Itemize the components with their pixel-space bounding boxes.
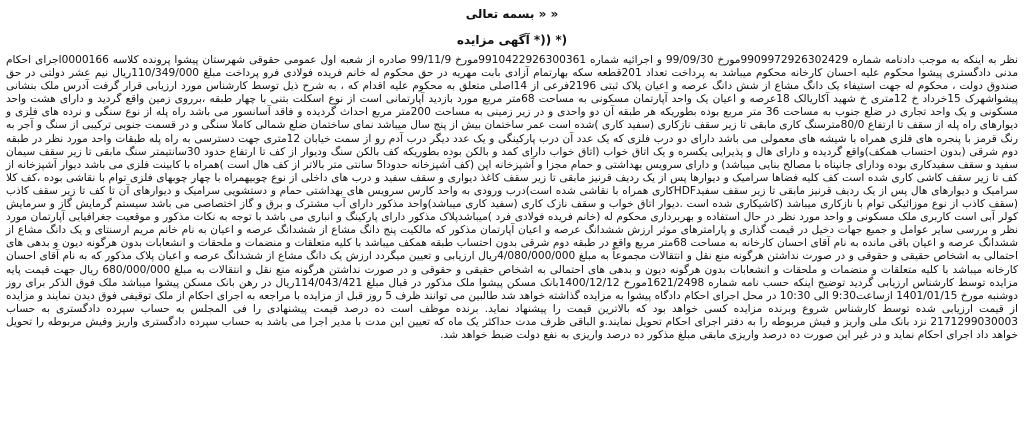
notice-title: آگهی مزایده *)) *) [456, 33, 568, 47]
notice-body-text: نظر به اینکه به موجب دادنامه شماره 9909972926302429مورخ 99/09/30 و اجرائیه شماره 9910422926300361مورخ 99/11/9 صادره از شعبه اول عمومی حقوقی شهرستان پیشوا پرونده کلاسه 0000166اجرای احکام مدنی دادگستری پیشوا محکوم علیه احسان کارخانه محکوم میباشد به پرداخت تعداد 201قطعه سکه بهارتمام آزادی بابت مهریه در حق محکوم له خانم فریده فولادی فرو پرداخت مبلغ 110/349/000ریال نیم عشر دولتی در حق صندوق دولت ، محکوم له جهت استیفاء یک دانگ مشاع از شش دانگ عرصه و اعیان پلاک ثبتی 2196فرعی از 14اصلی متعلق به محکوم علیه اقدام که ، به شرح ذیل توسط کارشناس مورد ارزیابی قرار گرفت آدرس ملک بنشانی پیشواشهرک 15خرداد خ 12متری خ شهید آکاریالک 18عرصه و اعیان یک واحد آپارتمان مسکونی به مساحت 68متر مربع مورد بازدید آپارتمانی است از نوع اسکلت بتنی با چهار طبقه ،برروی زمین واقع گردید و دارای هشت واحد مسکونی و یک واحد تجاری در ضلع جنوب به مساحت 36 متر مربع بوده بطوریکه هر طبقه آن دو واحدی و در زیر زمینی به مساحت 200متر مربع احداث گردیده و فاقد آسانسور می باشد راه پله از نوع سنگی و نرده های فلزی و دیوارهای راه پله از سقف تا ارتفاع 80/0مترسنگ کاری مابقی تا زیر سقف نازکاری (سفید کاری )شده است عمر ساختمان بیش از پنج سال میباشد نمای ساختمان ضلع شمالی کاملا سنگی و در قسمت جنوبی ترکیبی از سنگ و آجر به رنگ قرمز با پنجره های فلزی همراه با شیشه های معمولی می باشد دارای دو درب فلزی که یک عدد آن درب پارکینگی و یک عدد دیگر درب آدم رو از سمت خیابان 12متری جهت دسترسی به راه پله طبقات واحد مورد نظر در طبقه دوم شرقی (بدون احتساب همکف)واقع گردیده و دارای هال و پذیرایی یکسره و یک اتاق خواب (اتاق خواب دارای کمد و بالکن بوده بطوریکه کف بالکن سنگ ودیوار از کف تا ارتفاع حدود 30سانتیمتر سنگ مابقی تا زیر سقف سیمان سفید و سقف سفیدکاری بوده ودارای جانپناه با مصالح بنایی میباشد) و دارای سرویس بهداشتی و حمام مجزا و آشپزخانه اپن (کف آشپزخانه حدودا5 سانتی متر بالاتر از کف هال است )همراه با کابینت فلزی می باشد دیوار آشپزخانه از کف تا زیر سقف کاشی کاری شده است کف کلیه فضاها سرامیک و دیوارها پس از یک ردیف قرنیز مابقی تا زیر سقف کاغذ دیواری و سقف سفید و درب های داخلی از نوع چوبیهمراه با چهار چوبهای فلزی توام با نقاشی بوده ،کف کلا سرامیک و دیوارهای هال پس از یک ردیف قرنیز مابقی تا زیر سقف سفیدHDFکاری همراه با نقاشی شده است)درب ورودی به واحد کارس سرویس های بهداشتی حمام و دستشویی سرامیک و دیوارهای آن تا کف تا زیر سقف کاذب (سقف کاذب از نوع موزائیکی توام با نازکاری میباشد (کاشیکاری شده است .دیوار اتاق خواب و سقف نازک کاری (سفید کاری میباشد)واحد مذکور دارای آب مشترک و برق و گاز اختصاصی می باشد سیستم گرمایش گاز و سرمایش کولر آبی است کاربری ملک مسکونی و واحد مورد نظر در حال استفاده و بهربرداری محکوم له (خانم فریده فولادی فرد )میباشدپلاک مذکور دارای پارکینگ و انباری می باشد با توجه به نکات مذکور و موقعیت جغرافیایی آپارتمان مورد نظر و بررسی سایر عوامل و جمیع جهات دخیل در قیمت گذاری و پارامترهای موثر ارزش ششدانگ عرصه و اعیان آپارتمان مذکور که مالکیت پنج دانگ مشاع از ششدانگ عرصه و اعیان به نام خانم مریم ارسنتای و یک دانگ مشاع از ششدانگ عرصه و اعیان باقی مانده به نام آقای احسان کارخانه به مساحت 68متر مربع واقع در طبقه دوم شرقی بدون احتساب طبقه همکف میباشد با کلیه متعلقات و منضمات و ملحقات و انشعابات بدون هرگونه دیون و بدهی های احتمالی به اشخاص حقیقی و حقوقی و در صورت نداشتن هرگونه منع نقل و انتقالات مجموعاً به مبلغ 4/080/000/000ریال ارزیابی و تعیین میگردد ارزش یک دانگ مشاع از ششدانگ عرصه و اعیان پلاک مذکور که به نام آقای احسان کارخانه میباشد با کلیه متعلقات و منضمات و ملحقات و انشعابات بدون هرگونه دیون و بدهی های احتمالی به اشخاص حقیقی و حقوقی و در صورت نداشتن هرگونه منع نقل و انتقالات به مبلغ 680/000/000 ریال جهت قیمت پایه مزایده توسط کارشناس ارزیابی گردید توضیح اینکه حسب نامه شماره 1621/2498مورخ 1400/12/12بانک مسکن پیشوا ملک مذکور در قبال مبلغ 114/043/421ریال در رهن بانک مسکن پیشوا میباشد ملک فوق الذکر برای روز دوشنبه مورخ 1401/01/15 ازساعت9:30 الی 10:30 در محل اجرای احکام دادگاه پیشوا به مزایده گذاشته خواهد شد طالبین می توانند ظرف 5 روز قبل از مزایده با مراجعه به اجرای احکام از ملک توقیفی فوق دیدن نمایند و مزایده از قیمت ارزیابی شده توسط کارشناس شروع وبرنده مزایده کسی خواهد بود که بالاترین قیمت را پیشنهاد نماید. برنده موظف است ده درصد قیمت پیشنهادی را فی المجلس به حساب سپرده دادگستری به حساب 2171299030003 نزد بانک ملی واریز و فیش مربوطه را به دفتر اجرای احکام تحویل نمایند.و الباقی ظرف مدت حداکثر یک ماه که تعیین این مدت با مدیر اجرا می باشد به حساب سپرده دادگستری واریز وفیش مربوطه را تحویل خواهد داد اجرای احکام نماید و در غیر این صورت ده درصد واریزی مابقی مبلغ مذکور ده درصد واریزی به نفع دولت ضبط خواهد شد. [6, 54, 1018, 341]
basmala-heading: بسمه تعالی » » [465, 7, 559, 21]
